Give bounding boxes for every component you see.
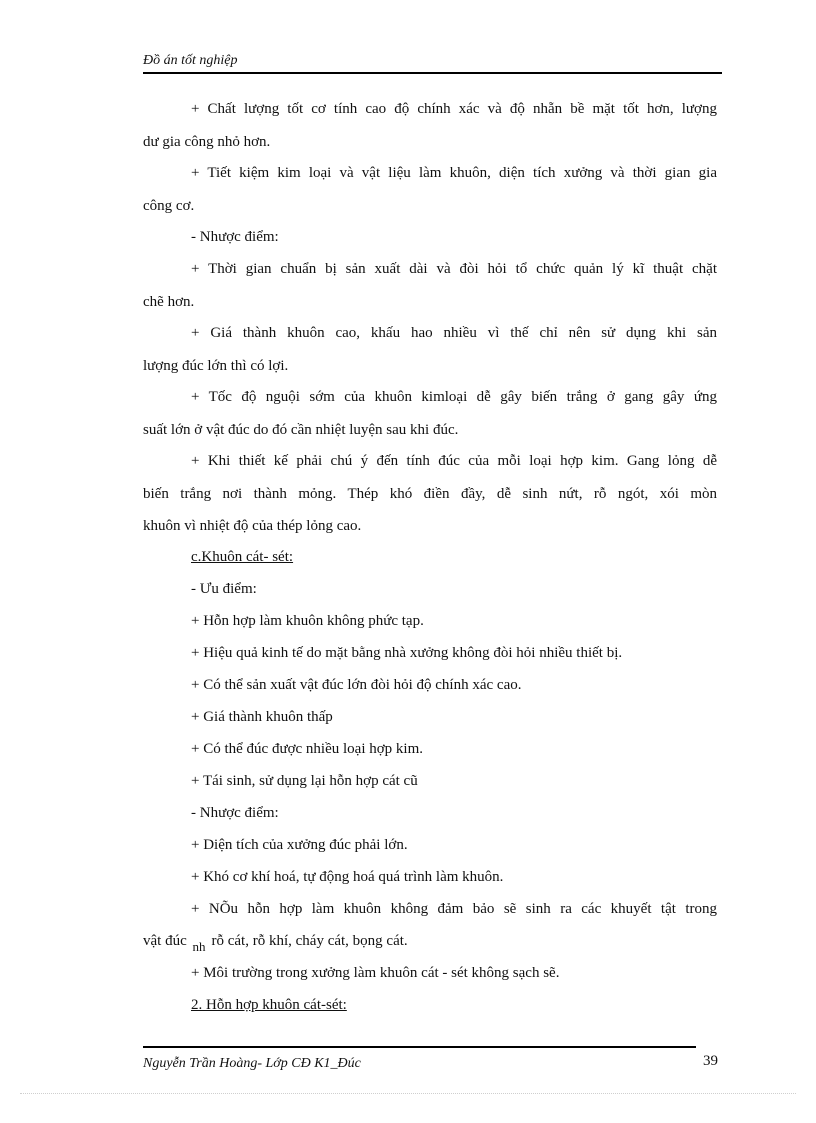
header-rule — [143, 72, 722, 74]
header-title: Đồ án tốt nghiệp — [143, 53, 238, 68]
section-heading: c.Khuôn cát- sét: — [191, 549, 294, 565]
list-item: + Môi trường trong xưởng làm khuôn cát - sét không sạch sẽ. — [191, 965, 560, 981]
paragraph-line: + Tiết kiệm kim loại và vật liệu làm khuôn, diện tích xưởng và thời gian gia — [191, 165, 717, 181]
section-label: - Ưu điểm: — [191, 581, 257, 597]
list-item: + Giá thành khuôn thấp — [191, 709, 333, 725]
paragraph-line: chẽ hơn. — [143, 294, 195, 310]
paragraph-line: biến trắng nơi thành mỏng. Thép khó điền đầy, dễ sinh nứt, rỗ ngót, xói mòn — [143, 486, 717, 502]
paragraph-line: + Giá thành khuôn cao, khấu hao nhiều vì thế chỉ nên sử dụng khi sản — [191, 325, 717, 341]
list-item: + Khó cơ khí hoá, tự động hoá quá trình làm khuôn. — [191, 869, 504, 885]
paragraph-line: + Thời gian chuẩn bị sản xuất dài và đòi hỏi tổ chức quản lý kĩ thuật chặt — [191, 261, 717, 277]
page-number: 39 — [703, 1053, 718, 1069]
text-fragment: vật đúc — [143, 933, 187, 949]
paragraph-line: suất lớn ở vật đúc do đó cần nhiệt luyện sau khi đúc. — [143, 422, 459, 438]
paragraph-line: + NÕu hỗn hợp làm khuôn không đảm bảo sẽ sinh ra các khuyết tật trong — [191, 901, 717, 917]
page-header — [143, 52, 722, 74]
paragraph-line: công cơ. — [143, 198, 195, 214]
footer-rule — [143, 1046, 696, 1048]
list-item: + Hỗn hợp làm khuôn không phức tạp. — [191, 613, 424, 629]
section-label: - Nhược điểm: — [191, 805, 279, 821]
paragraph-line — [143, 931, 408, 954]
paragraph-line: lượng đúc lớn thì có lợi. — [143, 358, 289, 374]
text-fragment: rỗ cát, rỗ khí, cháy cát, bọng cát. — [211, 933, 408, 949]
page-footer — [143, 1046, 722, 1076]
paragraph-line: + Tốc độ nguội sớm của khuôn kimloại dễ gây biến trắng ở gang gây ứng — [191, 389, 717, 405]
list-item: + Diện tích của xưởng đúc phải lớn. — [191, 837, 408, 853]
list-item: + Tái sinh, sử dụng lại hỗn hợp cát cũ — [191, 773, 418, 789]
list-item: + Hiệu quả kinh tế do mặt bằng nhà xưởng không đòi hỏi nhiều thiết bị. — [191, 645, 623, 661]
paragraph-line: + Khi thiết kế phải chú ý đến tính đúc của mỗi loại hợp kim. Gang lỏng dễ — [191, 453, 717, 469]
list-item: + Có thể sản xuất vật đúc lớn đòi hỏi độ chính xác cao. — [191, 677, 522, 693]
section-label: - Nhược điểm: — [191, 229, 279, 245]
page-edge-divider — [20, 1093, 796, 1094]
list-item: + Có thể đúc được nhiều loại hợp kim. — [191, 741, 424, 757]
paragraph-line: dư gia công nhỏ hơn. — [143, 134, 271, 150]
footer-author: Nguyễn Trần Hoàng- Lớp CĐ K1_Đúc — [143, 1056, 361, 1071]
subscript-fragment: nh — [192, 939, 206, 954]
paragraph-line: khuôn vì nhiệt độ của thép lỏng cao. — [143, 518, 362, 534]
section-heading: 2. Hỗn hợp khuôn cát-sét: — [191, 997, 347, 1013]
paragraph-line: + Chất lượng tốt cơ tính cao độ chính xác và độ nhẵn bề mặt tốt hơn, lượng — [191, 101, 717, 117]
